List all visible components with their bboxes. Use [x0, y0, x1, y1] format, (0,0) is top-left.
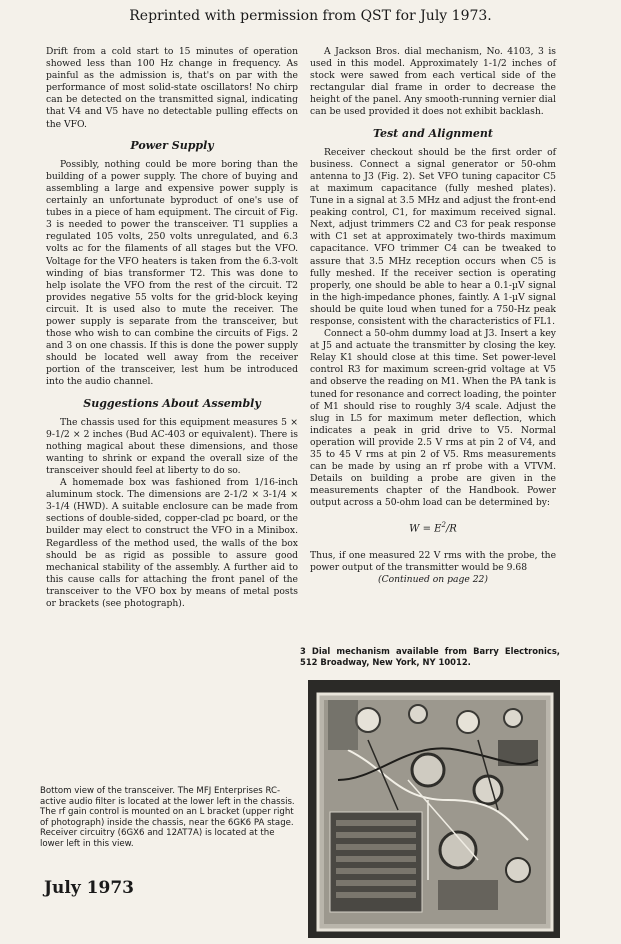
continued-note: (Continued on page 22): [377, 574, 488, 586]
footnote: 3 Dial mechanism available from Barry Electronics, 512 Broadway, New York, NY 10012.: [300, 646, 560, 667]
left-column: [46, 46, 298, 610]
paragraph: The chassis used for this equipment measures 5 × 9-1/2 × 2 inches (Bud AC-403 or equivalent). There is nothing magical about these dimensions, and those wanting to shrink or expand the overall size of the transceiver should feel at liberty to do so.: [46, 416, 298, 476]
power-formula: [310, 519, 556, 535]
photo-caption: Bottom view of the transceiver. The MFJ Enterprises RC-active audio filter is located at the lower left in the chassis. The rf gain control is mounted on an L bracket (upper right of photograph) inside the chassis, near the 6GK6 PA stage. Receiver circuitry (6GX6 and 12AT7A) is located at the lower left in this view.: [40, 786, 295, 849]
paragraph: A homemade box was fashioned from 1/16-inch aluminum stock. The dimensions are 2-1/2 × 3-1/4 × 3-1/4 (HWD). A suitable enclosure can be made from sections of double-sided, copper-clad pc board, or the builder may elect to construct the VFO in a Minibox. Regardless of the method used, the walls of the box should be as rigid as possible to assure good mechanical stability of the assembly. A further aid to this cause calls for attaching the front panel of the transceiver to the VFO box by means of metal posts or brackets (see photograph).: [46, 477, 298, 610]
formula-lhs: W = E: [409, 523, 442, 535]
issue-date-footer: July 1973: [44, 878, 134, 898]
paragraph: Drift from a cold start to 15 minutes of operation showed less than 100 Hz change in frequency. As painful as the admission is, that's on par with the performance of most solid-state oscillators! No chirp can be detected on the transmitted signal, indicating that V4 and V5 have no detectable pulling effects on the VFO.: [46, 46, 298, 130]
paragraph: Possibly, nothing could be more boring than the building of a power supply. The chore of buying and assembling a large and expensive power supply is certainly an unfortunate byproduct of one's use of tubes in a piece of ham equipment. The circuit of Fig. 3 is needed to power the transceiver. T1 supplies a regulated 105 volts, 250 volts unregulated, and 6.3 volts ac for the filaments of all stages but the VFO. Voltage for the VFO heaters is taken from the 6.3-volt winding of bias transformer T2. This was done to help isolate the VFO from the rest of the circuit. T2 provides negative 55 volts for the grid-block keying circuit. It is used also to mute the receiver. The power supply is separate from the transceiver, but those who wish to can combine the circuits of Figs. 2 and 3 on one chassis. If this is done the power supply should be located well away from the receiver portion of the transceiver, lest hum be introduced into the audio channel.: [46, 158, 298, 388]
chassis-photo: [308, 680, 560, 938]
right-column: [310, 46, 556, 586]
section-heading-power-supply: Power Supply: [130, 138, 214, 152]
section-heading-test-alignment: Test and Alignment: [373, 126, 493, 140]
reprint-header: Reprinted with permission from QST for July 1973.: [129, 8, 492, 24]
paragraph: A Jackson Bros. dial mechanism, No. 4103, 3 is used in this model. Approximately 1-1/2 inches of stock were sawed from each vertical side of the rectangular dial frame in order to decrease the height of the panel. Any smooth-running vernier dial can be used provided it does not exhibit backlash.: [310, 46, 556, 118]
formula-rhs: /R: [445, 523, 457, 535]
section-heading-assembly: Suggestions About Assembly: [83, 396, 261, 410]
paragraph: Connect a 50-ohm dummy load at J3. Insert a key at J5 and actuate the transmitter by closing the key. Relay K1 should close at this time. Set power-level control R3 for maximum screen-grid voltage at V5 and observe the reading on M1. When the PA tank is tuned for resonance and correct loading, the pointer of M1 should rise to roughly 3/4 scale. Adjust the slug in L5 for maximum meter deflection, which indicates a peak in grid drive to V5. Normal operation will provide 2.5 V rms at pin 2 of V4, and 35 to 45 V rms at pin 2 of V5. Rms measurements can be made by using an rf probe with a VTVM. Details on building a probe are given in the measurements chapter of the Handbook. Power output across a 50-ohm load can be determined by:: [310, 328, 556, 509]
chassis-photo-image: [308, 680, 560, 938]
paragraph: Thus, if one measured 22 V rms with the probe, the power output of the transmitter would be 9.68: [310, 549, 556, 573]
formula-exponent: 2: [441, 521, 446, 530]
paragraph: Receiver checkout should be the first order of business. Connect a signal generator or 50-ohm antenna to J3 (Fig. 2). Set VFO tuning capacitor C5 at maximum capacitance (fully meshed plates). Tune in a signal at 3.5 MHz and adjust the front-end peaking control, C1, for maximum received signal. Next, adjust trimmers C2 and C3 for peak response with C1 set at approximately two-thirds maximum capacitance. VFO trimmer C4 can be tweaked to assure that 3.5 MHz reception occurs when C5 is fully meshed. If the receiver section is operating properly, one should be able to hear a 0.1-µV signal in the high-impedance phones, faintly. A 1-µV signal should be quite loud when tuned for a 750-Hz peak response, consistent with the characteristics of FL1.: [310, 146, 556, 327]
